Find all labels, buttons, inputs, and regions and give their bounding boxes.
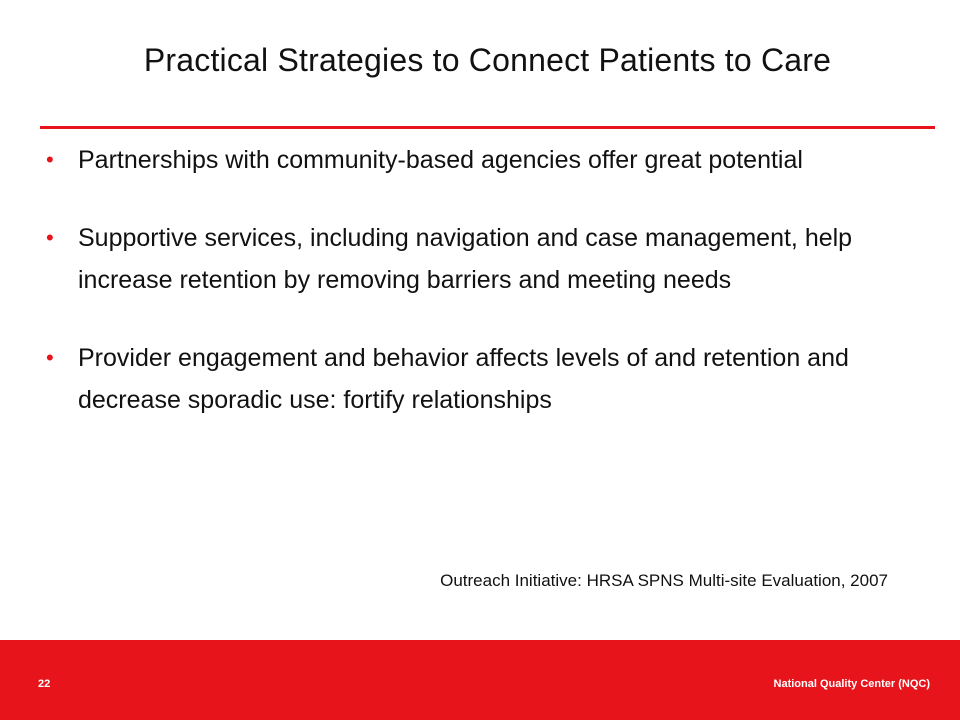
- bullet-item: [46, 217, 896, 301]
- bullet-dot-icon: •: [46, 225, 54, 250]
- bullet-list: [46, 139, 896, 457]
- bullet-dot-icon: •: [46, 345, 54, 370]
- bullet-text: Partnerships with community-based agencies offer great potential: [78, 146, 803, 174]
- footer-organization: National Quality Center (NQC): [773, 678, 930, 690]
- source-citation: Outreach Initiative: HRSA SPNS Multi-site Evaluation, 2007: [440, 571, 888, 590]
- page-number: 22: [38, 678, 51, 690]
- bullet-item: [46, 337, 896, 421]
- bullet-text: Provider engagement and behavior affects levels of and retention and decrease sporadic use: fortify relationships: [78, 344, 849, 414]
- bullet-item: [46, 139, 896, 181]
- bullet-text: Supportive services, including navigation and case management, help increase retention by removing barriers and meeting needs: [78, 224, 853, 294]
- slide-title: Practical Strategies to Connect Patients to Care: [143, 42, 832, 78]
- title-divider: [40, 126, 935, 129]
- bullet-dot-icon: •: [46, 147, 54, 172]
